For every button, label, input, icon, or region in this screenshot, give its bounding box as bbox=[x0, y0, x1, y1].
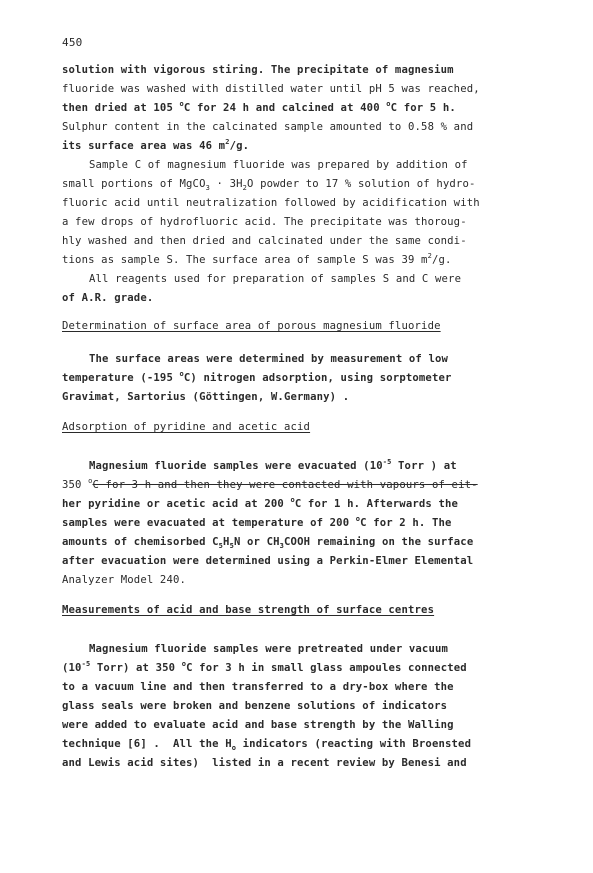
text-line: small portions of MgCO$_3$ · $3H_2O$ powder to 17 % solution of hydro- bbox=[62, 178, 476, 192]
text-line: Gravimat, Sartorius (Göttingen, W.Germany) . bbox=[62, 391, 350, 403]
text-line: solution with vigorous stiring. The precipitate of magnesium bbox=[62, 64, 454, 76]
text-line: and Lewis acid sites) listed in a recent review by Benesi and bbox=[62, 757, 467, 769]
text-line: then dried at 105 $^o$C for 24 h and calcined at 400 $^o$C for 5 h. bbox=[62, 100, 456, 114]
paragraph-3 bbox=[62, 270, 540, 308]
page-number: 450 bbox=[62, 36, 83, 49]
text-line: of A.R. grade. bbox=[62, 292, 154, 304]
paragraph-2 bbox=[62, 156, 540, 270]
paragraph-1 bbox=[62, 61, 540, 156]
section-heading: Measurements of acid and base strength of surface centres bbox=[62, 604, 435, 616]
text-line: fluoride was washed with distilled water until pH 5 was reached, bbox=[62, 83, 480, 95]
text-line: Analyzer Model 240. bbox=[62, 574, 187, 586]
text-line: Magnesium fluoride samples were evacuated ($10^{-5}$ Torr ) at bbox=[89, 458, 457, 472]
paragraph-5 bbox=[62, 457, 540, 590]
text-line: to a vacuum line and then transferred to a dry-box where the bbox=[62, 681, 454, 693]
text-line: All reagents used for preparation of samples S and C were bbox=[89, 273, 462, 285]
text-line: samples were evacuated at temperature of 200 $^o$C for 2 h. The bbox=[62, 515, 452, 529]
text-line: tions as sample S. The surface area of sample S was 39 $m^2/g$. bbox=[62, 252, 452, 266]
text-line: temperature (-195 $^o$C) nitrogen adsorption, using sorptometer bbox=[62, 370, 452, 384]
text-line: her pyridine or acetic acid at 200 $^o$C for 1 h. Afterwards the bbox=[62, 496, 459, 510]
text-line: were added to evaluate acid and base strength by the Walling bbox=[62, 719, 454, 731]
paragraph-4 bbox=[62, 350, 540, 407]
text-line: amounts of chemisorbed $C_5H_5N$ or $CH_3COOH$ remaining on the surface bbox=[62, 536, 474, 550]
text-line: after evacuation were determined using a Perkin-Elmer Elemental bbox=[62, 555, 474, 567]
paragraph-6 bbox=[62, 640, 540, 773]
text-line: Sulphur content in the calcinated sample amounted to 0.58 % and bbox=[62, 121, 474, 133]
text-line: The surface areas were determined by measurement of low bbox=[89, 353, 449, 365]
text-line: its surface area was 46 $m^2/g$. bbox=[62, 138, 250, 152]
text-line: hly washed and then dried and calcinated under the same condi- bbox=[62, 235, 467, 247]
text-line: a few drops of hydrofluoric acid. The precipitate was thoroug- bbox=[62, 216, 467, 228]
text-line: Magnesium fluoride samples were pretreated under vacuum bbox=[89, 643, 449, 655]
text-line: glass seals were broken and benzene solutions of indicators bbox=[62, 700, 448, 712]
text-line: ($10^{-5}$ Torr) at 350 $^o$C for 3 h in small glass ampoules connected bbox=[62, 660, 467, 674]
text-line: Sample C of magnesium fluoride was prepared by addition of bbox=[89, 159, 468, 171]
text-line: fluoric acid until neutralization followed by acidification with bbox=[62, 197, 480, 209]
text-line: 350 $^o$C for 3 h and then they were contacted with vapours of eit- bbox=[62, 477, 478, 491]
section-heading: Determination of surface area of porous magnesium fluoride bbox=[62, 320, 441, 332]
section-heading: Adsorption of pyridine and acetic acid bbox=[62, 421, 311, 433]
text-line: technique [6] . All the $H_o$ indicators (reacting with Broensted bbox=[62, 738, 472, 752]
